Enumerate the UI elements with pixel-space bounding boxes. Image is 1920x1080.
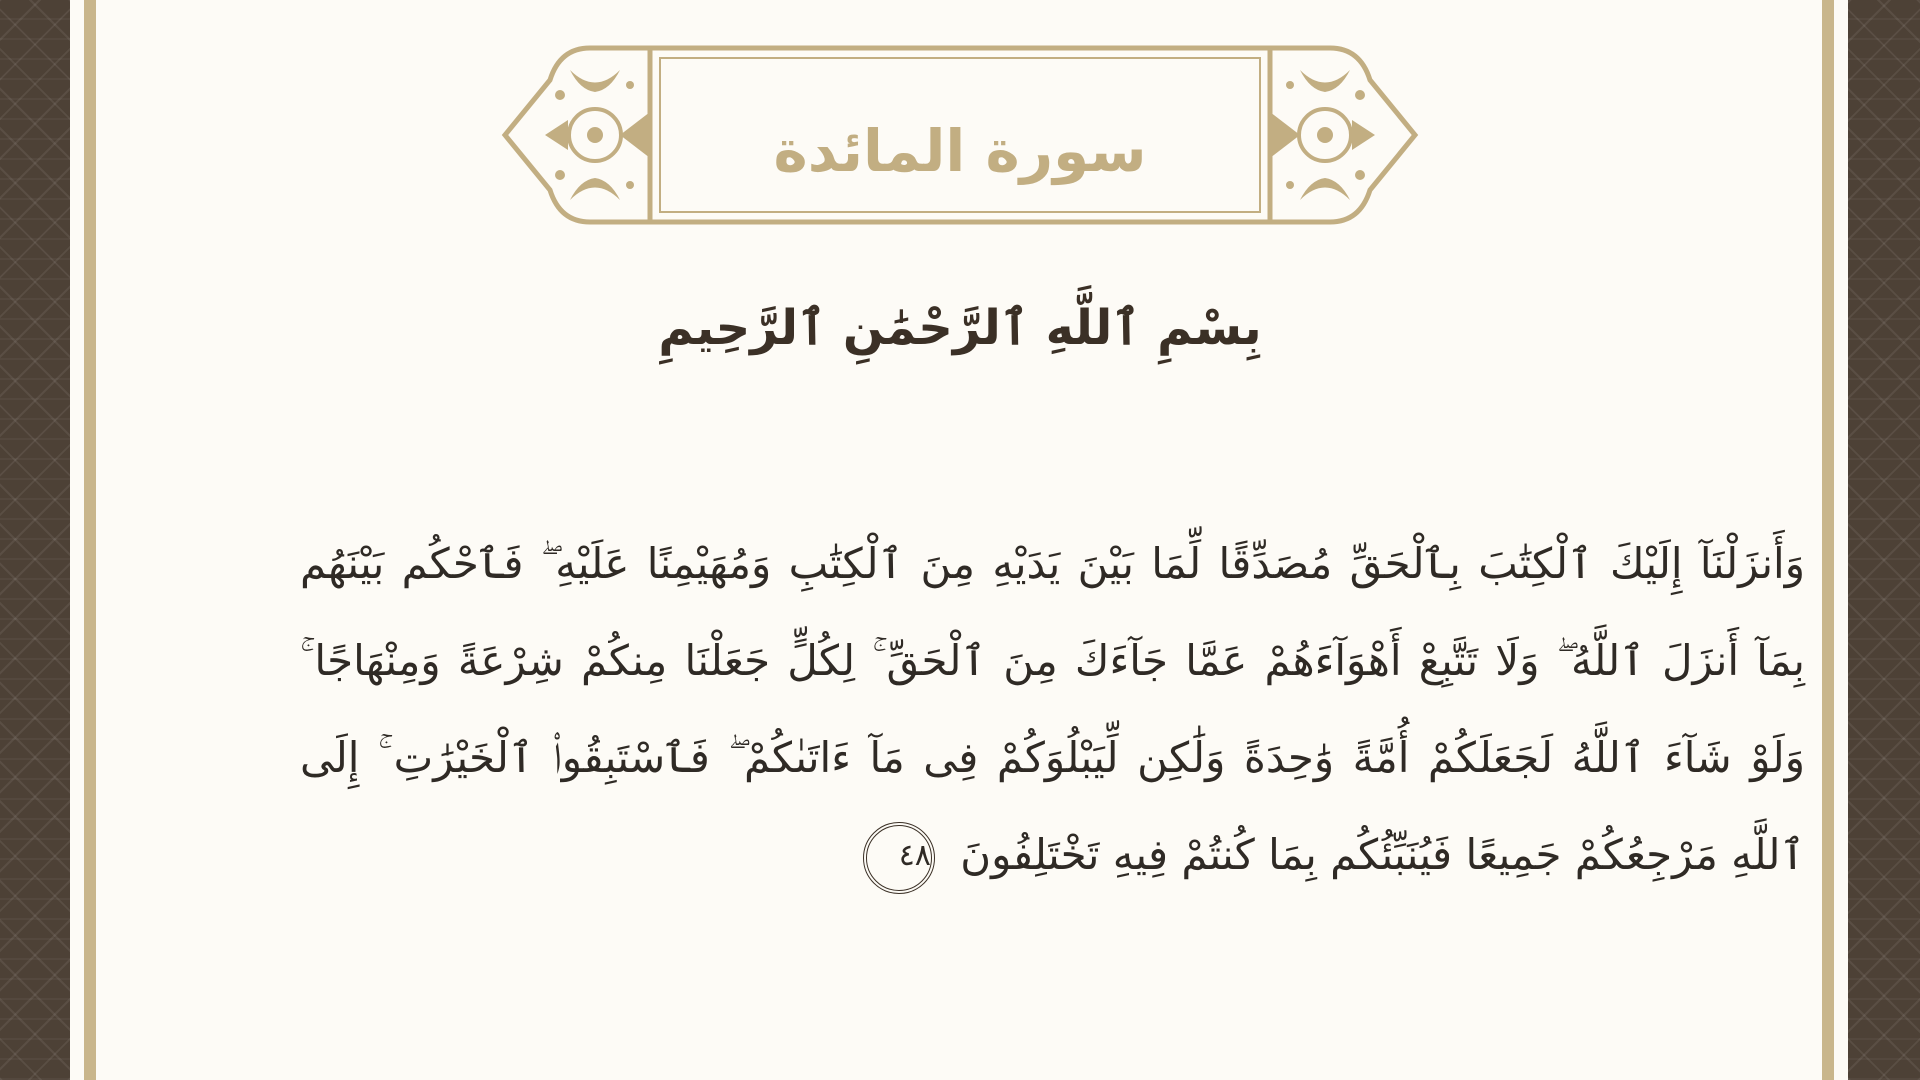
left-gold-rule (84, 0, 96, 1080)
verse-number: ٤٨ (898, 837, 931, 873)
basmala: بِسْمِ ٱللَّهِ ٱلرَّحْمَٰنِ ٱلرَّحِيمِ (658, 300, 1262, 356)
surah-header (500, 40, 1420, 230)
left-decorative-border (0, 0, 70, 1080)
verse-text: وَأَنزَلْنَآ إِلَيْكَ ٱلْكِتَٰبَ بِٱلْحَقِّ مُصَدِّقًا لِّمَا بَيْنَ يَدَيْهِ مِنَ ٱلْكِتَٰبِ وَمُهَيْمِنًا عَلَيْهِ ۖ فَٱحْكُم بَيْنَهُم بِمَآ أَنزَلَ ٱللَّهُ ۖ وَلَا تَتَّبِعْ أَهْوَآءَهُمْ عَمَّا جَآءَكَ مِنَ ٱلْحَقِّ ۚ لِكُلٍّ جَعَلْنَا مِنكُمْ شِرْعَةً وَمِنْهَاجًا ۚ وَلَوْ شَآءَ ٱللَّهُ لَجَعَلَكُمْ أُمَّةً وَٰحِدَةً وَلَٰكِن لِّيَبْلُوَكُمْ فِى مَآ ءَاتَىٰكُمْ ۖ فَٱسْتَبِقُوا۟ ٱلْخَيْرَٰتِ ۚ إِلَى ٱللَّهِ مَرْجِعُكُمْ جَمِيعًا فَيُنَبِّئُكُم بِمَا كُنتُمْ فِيهِ تَخْتَلِفُونَ (300, 539, 1805, 879)
verse-end-medallion-icon (863, 822, 935, 894)
right-gold-rule (1822, 0, 1834, 1080)
surah-title: سورة المائدة (773, 117, 1147, 185)
verse-text-block (300, 515, 1805, 903)
right-decorative-border (1848, 0, 1920, 1080)
